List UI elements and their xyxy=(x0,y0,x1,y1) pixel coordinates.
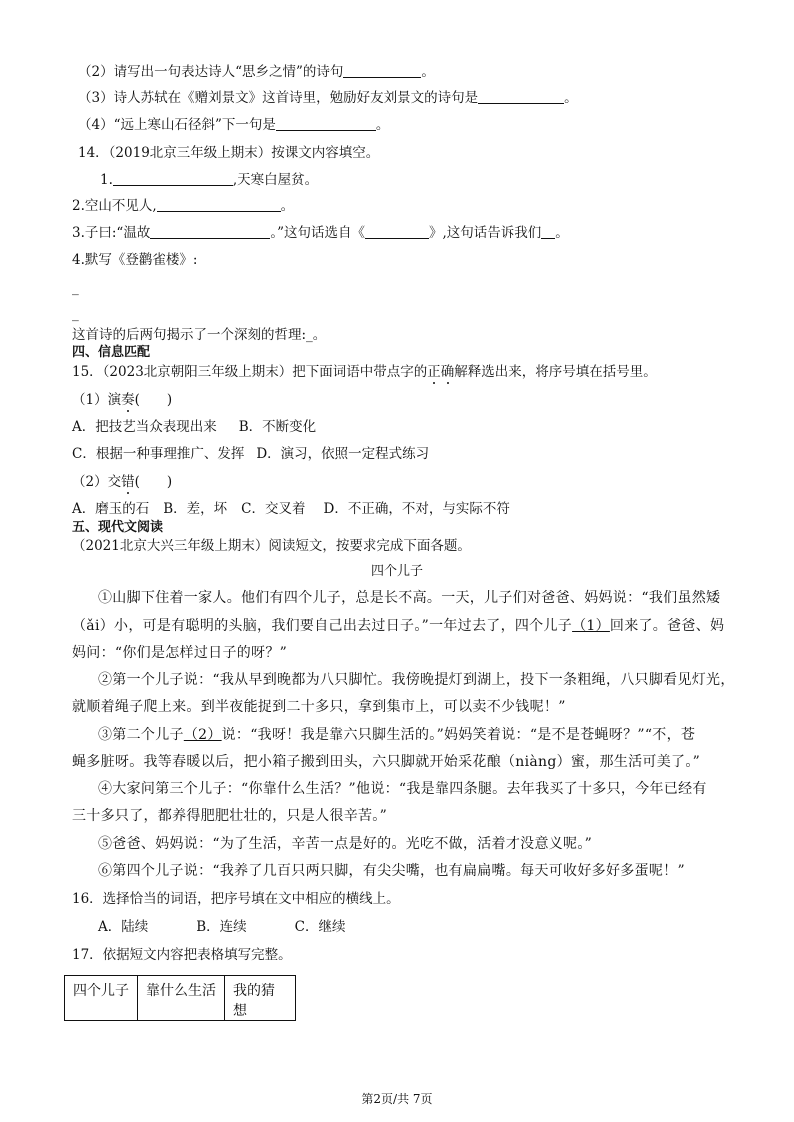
q14-item-3 xyxy=(72,223,569,243)
blank-2[interactable]: （2） xyxy=(183,727,222,743)
answer-blank[interactable] xyxy=(478,89,564,104)
passage-text: 回来了。爸爸、妈 xyxy=(609,618,725,634)
passage-para-3-line-1 xyxy=(98,725,695,745)
option-c: C．交叉着 xyxy=(241,501,306,517)
q16-options xyxy=(98,917,346,937)
option-c[interactable]: C．继续 xyxy=(294,919,346,935)
q13-item-4-text: （4）“远上寒山石径斜”下一句是 xyxy=(78,117,276,133)
dotted-char: 奏 xyxy=(121,392,135,408)
dotted-char: 正 xyxy=(427,364,441,380)
option-a[interactable]: A．陆续 xyxy=(98,919,149,935)
reading-intro: （2021北京大兴三年级上期末）阅读短文，按要求完成下面各题。 xyxy=(72,538,471,554)
q15-sub-2-options xyxy=(72,499,510,519)
passage-text: 说：“我呀！我是靠六只脚生活的。”妈妈笑着说：“是不是苍蝇呀？”“不，苍 xyxy=(221,727,696,743)
option-a: A．磨玉的石 xyxy=(72,501,150,517)
q15-sub-1-options-row1 xyxy=(72,417,316,437)
section-5-title: 五、现代文阅读 xyxy=(72,520,164,535)
q14-answer-line-1[interactable]: _ xyxy=(72,280,79,296)
answer-blank[interactable] xyxy=(365,224,429,239)
q15-heading-text: 解释选出来，将序号填在括号里。 xyxy=(454,364,657,380)
answer-blank[interactable] xyxy=(276,116,376,131)
q15-heading xyxy=(72,362,657,382)
passage-para-1-line-1: ①山脚下住着一家人。他们有四个儿子，总是长不高。一天，儿子们对爸爸、妈妈说：“我们虽然矮 xyxy=(98,590,721,606)
blank-1[interactable]: （1） xyxy=(572,618,610,634)
passage-title: 四个儿子 xyxy=(370,564,423,579)
q13-item-3-text: （3）诗人苏轼在《赠刘景文》这首诗里，勉励好友刘景文的诗句是 xyxy=(78,90,479,106)
q14-heading: 14．（2019北京三年级上期末）按课文内容填空。 xyxy=(78,145,380,161)
passage-para-1-line-3: 妈问：“你们是怎样过日子的呀？” xyxy=(72,645,288,661)
passage-para-4-line-1: ④大家问第三个儿子：“你靠什么生活？”他说：“我是靠四条腿。去年我买了十多只，今年已经有 xyxy=(98,781,707,797)
passage-para-2-line-2: 就顺着绳子爬上来。到半夜能捉到二十多只，拿到集市上，可以卖不少钱呢！” xyxy=(72,699,566,715)
passage-para-2-line-1: ②第一个儿子说：“我从早到晚都为八只脚忙。我傍晚提灯到湖上，投下一条粗绳，八只脚看见灯光， xyxy=(98,672,735,688)
answer-blank[interactable] xyxy=(541,224,555,239)
table-header-cell: 四个儿子 xyxy=(65,976,138,1021)
period: 。 xyxy=(555,225,569,241)
passage-para-1-line-2 xyxy=(72,616,724,636)
answer-blank[interactable] xyxy=(157,197,281,212)
item-text: 3.子曰:“温故 xyxy=(72,225,151,241)
q16-heading: 16．选择恰当的词语，把序号填在文中相应的横线上。 xyxy=(72,891,400,907)
dotted-char: 错 xyxy=(121,474,135,490)
passage-para-6: ⑥第四个儿子说：“我养了几百只两只脚，有尖尖嘴，也有扁扁嘴。每天可收好多好多蛋呢！” xyxy=(98,863,685,879)
passage-text: （ǎi）小，可是有聪明的头脑，我们要自己出去过日子。”一年过去了，四个儿子 xyxy=(72,618,573,634)
period: 。 xyxy=(375,117,390,133)
option-b: B．差，坏 xyxy=(163,501,228,517)
q13-item-2 xyxy=(78,62,435,82)
q15-sub-2 xyxy=(72,472,172,492)
q15-heading-text: 15．（2023北京朝阳三年级上期末）把下面词语中带点字的 xyxy=(72,364,428,380)
q14-item-1 xyxy=(100,170,318,190)
q15-sub-1-options-row2 xyxy=(72,444,429,464)
option-b: B．不断变化 xyxy=(238,419,317,435)
option-c: C．根据一种事理推广、发挥 xyxy=(72,446,245,462)
passage-para-4-line-2: 三十多只了，都养得肥肥壮壮的，只是人很辛苦。” xyxy=(72,808,388,824)
answer-blank[interactable] xyxy=(343,63,421,78)
q13-item-2-text: （2）请写出一句表达诗人“思乡之情”的诗句 xyxy=(78,64,344,80)
passage-text: ③第二个儿子 xyxy=(98,727,184,743)
sub-label: （2）交 xyxy=(72,474,122,490)
table-header-cell: 我的猜想 xyxy=(225,976,296,1021)
answer-blank[interactable] xyxy=(113,171,233,186)
q14-item-2 xyxy=(72,196,294,216)
period: 。 xyxy=(280,198,295,214)
option-a: A．把技艺当众表现出来 xyxy=(72,419,217,435)
option-d: D．演习，依照一定程式练习 xyxy=(256,446,430,462)
dotted-char: 确 xyxy=(440,364,455,380)
option-b[interactable]: B．连续 xyxy=(196,919,247,935)
passage-para-5: ⑤爸爸、妈妈说：“为了生活，辛苦一点是好的。光吃不做，活着才没意义呢。” xyxy=(98,836,593,852)
q14-item-4: 4.默写《登鹳雀楼》: xyxy=(72,252,198,268)
answer-parentheses[interactable]: ( ) xyxy=(134,392,173,408)
option-d: D．不正确，不对，与实际不符 xyxy=(323,501,510,517)
item-text: ,天寒白屋贫。 xyxy=(232,172,319,188)
item-text: 》,这句话告诉我们 xyxy=(429,225,542,241)
q13-item-3 xyxy=(78,88,578,108)
page-footer: 第2页/共 7页 xyxy=(361,1092,433,1106)
table-row xyxy=(65,976,296,1021)
passage-para-3-line-2: 蝇多脏呀。我等春暖以后，把小箱子搬到田头，六只脚就开始采花酿（niàng）蜜，那生活可美了。” xyxy=(72,754,701,770)
q15-sub-1 xyxy=(72,390,172,410)
section-4-title: 四、信息匹配 xyxy=(72,345,151,360)
item-number: 1. xyxy=(100,172,113,188)
period: 。 xyxy=(564,90,578,106)
table-header-cell: 靠什么生活 xyxy=(138,976,225,1021)
q17-heading: 17．依据短文内容把表格填写完整。 xyxy=(72,947,292,963)
item-text: 。”这句话选自《 xyxy=(270,225,365,241)
item-text: 2.空山不见人, xyxy=(72,198,157,214)
answer-blank[interactable] xyxy=(150,224,270,239)
q13-item-4 xyxy=(78,115,389,135)
q14-philosophy-line: 这首诗的后两句揭示了一个深刻的哲理:_。 xyxy=(72,327,327,343)
answer-table xyxy=(64,975,296,1021)
period: 。 xyxy=(421,64,435,80)
sub-label: （1）演 xyxy=(72,392,122,408)
answer-parentheses[interactable]: ( ) xyxy=(134,474,173,490)
q14-answer-line-2[interactable]: _ xyxy=(72,306,79,322)
